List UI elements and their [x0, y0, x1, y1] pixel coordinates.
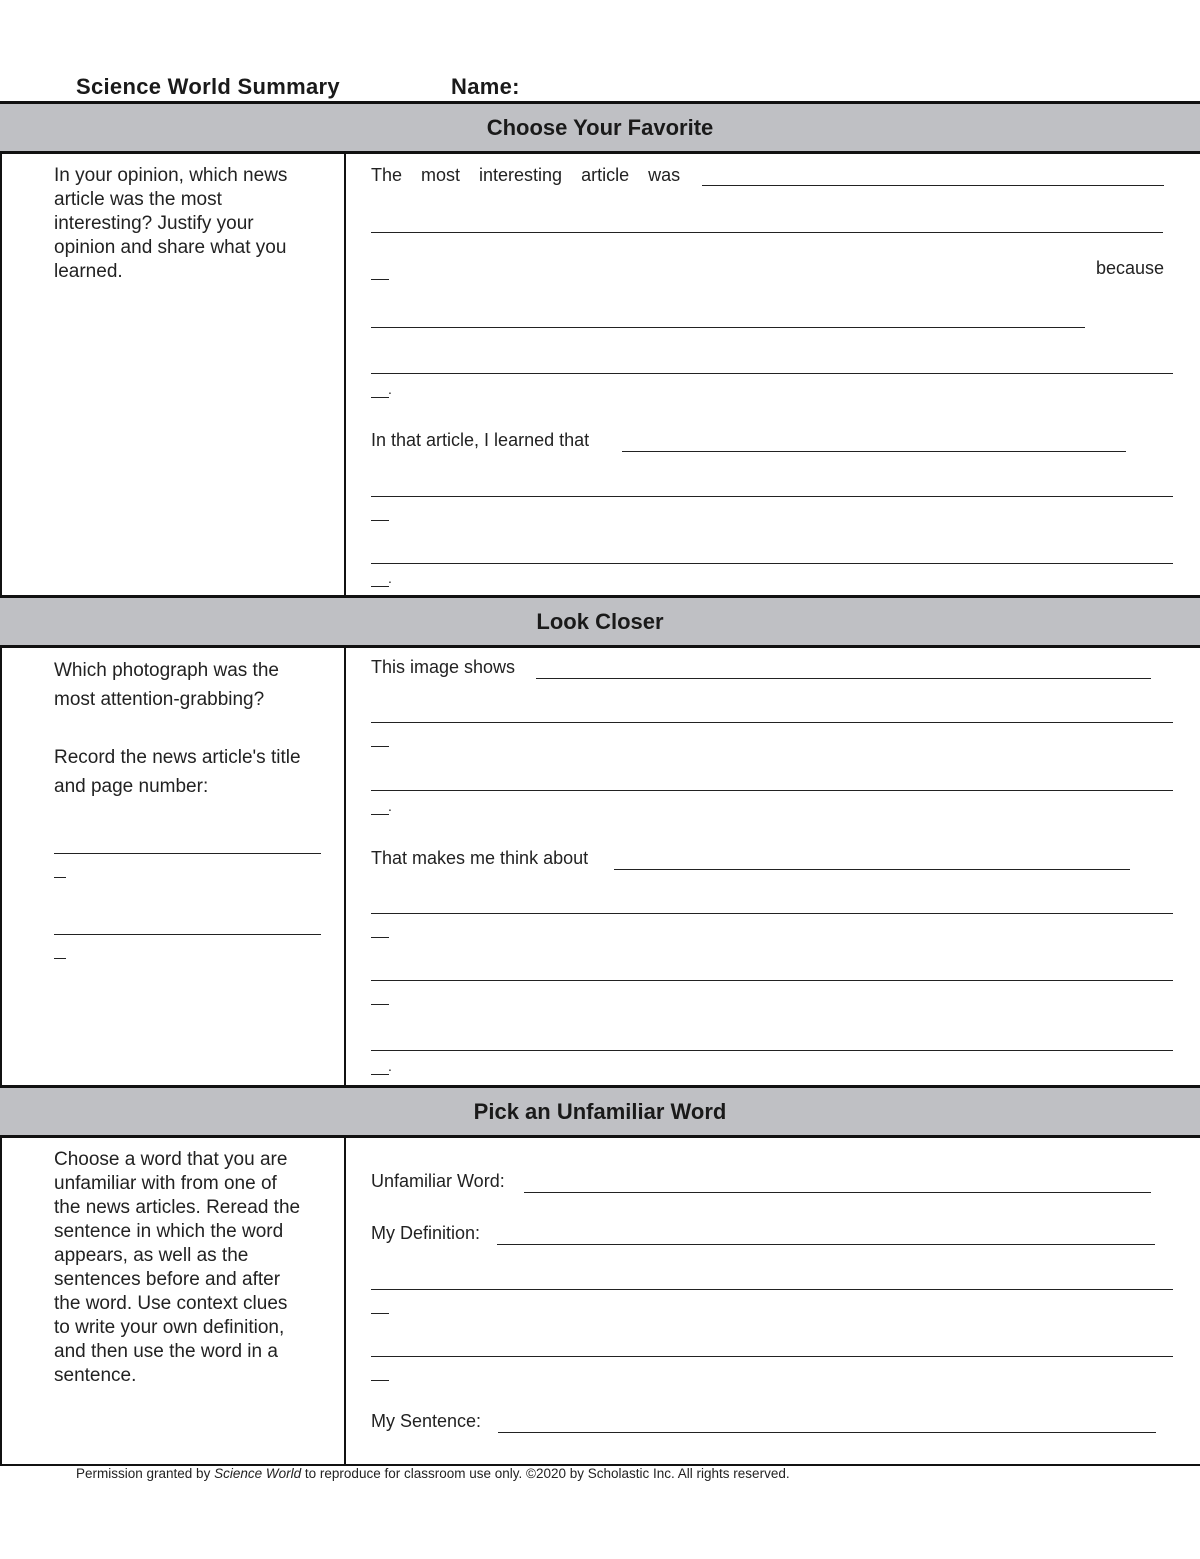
definition-line-3[interactable] [371, 1356, 1173, 1357]
column-divider [344, 648, 346, 1086]
period: . [388, 381, 392, 397]
line-continuation [371, 1313, 389, 1314]
favorite-answer-line[interactable] [371, 232, 1163, 233]
line-continuation [371, 397, 389, 398]
line-continuation [54, 877, 66, 878]
footer-post: to reproduce for classroom use only. ©2020 by Scholastic Inc. All rights reserved. [304, 1466, 790, 1481]
image-shows-label: This image shows [371, 657, 516, 677]
period: . [388, 798, 392, 814]
learned-line-2[interactable] [371, 496, 1173, 497]
learned-line-3[interactable] [371, 563, 1173, 564]
footer-source: Science World [214, 1466, 302, 1481]
table-border-left [0, 154, 2, 596]
image-shows-line-2[interactable] [371, 722, 1173, 723]
section-heading-choose-favorite: Choose Your Favorite [0, 101, 1200, 154]
because-line-2[interactable] [371, 373, 1173, 374]
image-shows-line-3[interactable] [371, 790, 1173, 791]
permission-footer [76, 1466, 790, 1481]
line-continuation [371, 937, 389, 938]
definition-label: My Definition: [371, 1223, 481, 1243]
record-prompt: Record the news article's title and page number: [54, 747, 301, 797]
line-continuation [371, 520, 389, 521]
footer-pre: Permission granted by [76, 1466, 211, 1481]
learned-line[interactable] [622, 451, 1126, 452]
line-continuation [371, 586, 389, 587]
think-about-label: That makes me think about [371, 848, 589, 868]
photo-prompt: Which photograph was the most attention-grabbing? [54, 660, 279, 710]
sentence-line[interactable] [498, 1432, 1156, 1433]
line-continuation [371, 1380, 389, 1381]
because-line[interactable] [371, 327, 1085, 328]
unfamiliar-word-line[interactable] [524, 1192, 1151, 1193]
unfamiliar-word-label: Unfamiliar Word: [371, 1171, 505, 1191]
favorite-article-label: The most interesting article was [371, 165, 681, 185]
line-continuation [371, 746, 389, 747]
column-divider [344, 1138, 346, 1466]
definition-line[interactable] [497, 1244, 1155, 1245]
worksheet-title: Science World Summary [76, 74, 340, 99]
column-divider [344, 154, 346, 596]
section-heading-unfamiliar-word: Pick an Unfamiliar Word [0, 1085, 1200, 1138]
because-label: because [1095, 258, 1164, 278]
image-shows-line[interactable] [536, 678, 1151, 679]
learned-label: In that article, I learned that [371, 430, 590, 450]
favorite-prompt: In your opinion, which news article was the most interesting? Justify your opinion and share what you learned. [54, 165, 288, 282]
think-about-line-4[interactable] [371, 1050, 1173, 1051]
page-number-line[interactable] [54, 934, 321, 935]
line-continuation [371, 1004, 389, 1005]
sentence-label: My Sentence: [371, 1411, 482, 1431]
think-about-line-3[interactable] [371, 980, 1173, 981]
line-continuation [371, 279, 389, 280]
section-heading-look-closer: Look Closer [0, 595, 1200, 648]
table-border-left [0, 1138, 2, 1466]
period: . [388, 1058, 392, 1074]
name-label: Name: [451, 74, 520, 99]
line-continuation [54, 958, 66, 959]
line-continuation [371, 1074, 389, 1075]
definition-line-2[interactable] [371, 1289, 1173, 1290]
favorite-article-line[interactable] [702, 185, 1164, 186]
period: . [388, 570, 392, 586]
article-title-line[interactable] [54, 853, 321, 854]
think-about-line-2[interactable] [371, 913, 1173, 914]
think-about-line[interactable] [614, 869, 1130, 870]
line-continuation [371, 814, 389, 815]
unfamiliar-word-prompt: Choose a word that you are unfamiliar with from one of the news articles. Reread the sentence in which the word appears, as well as the sentences before and after the word. Use context clues to write your own definition, and then use the word in a sentence. [54, 1149, 301, 1386]
table-border-left [0, 648, 2, 1086]
